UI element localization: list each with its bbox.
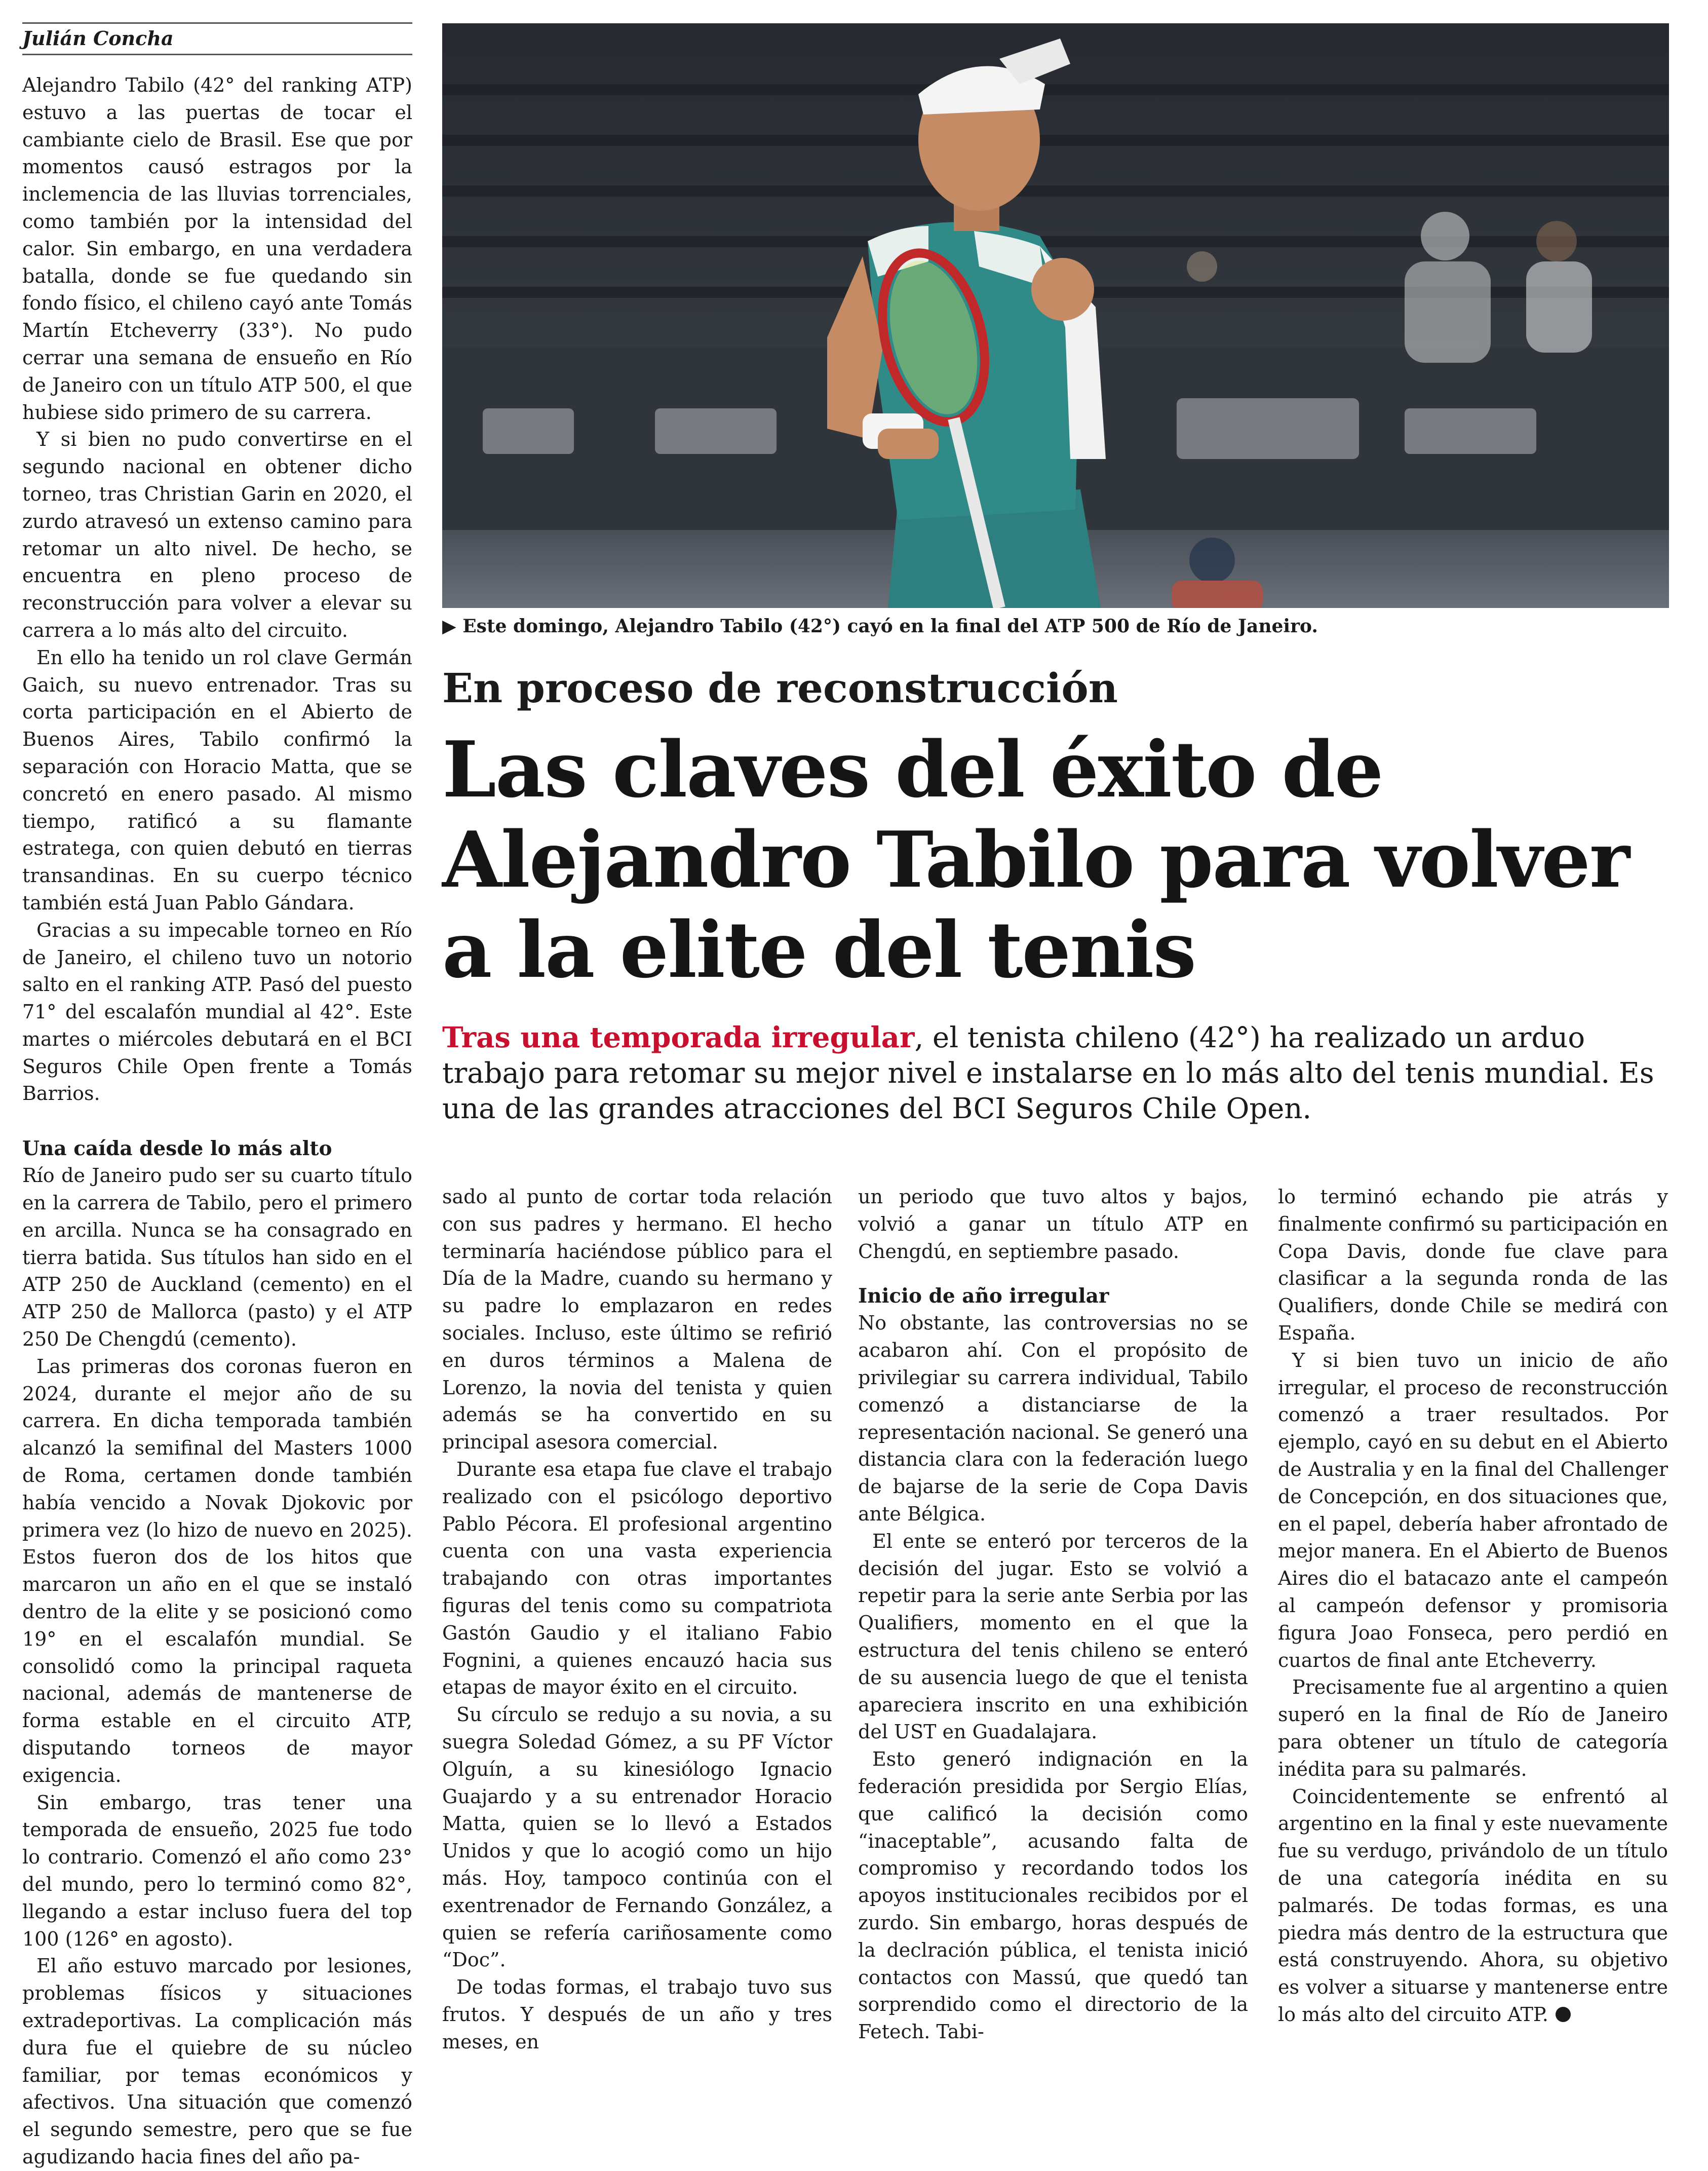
paragraph: Precisamente fue al argentino a quien superó en la final de Río de Janeiro para obtener un título de categoría inédita para su palmarés. — [1278, 1676, 1668, 1780]
paragraph: Alejandro Tabilo (42° del ranking ATP) estuvo a las puertas de tocar el cambiante cielo de Brasil. Ese que por momentos causó estragos por la inclemencia de las lluvias torrenciales, como también por la intensidad del calor. Sin embargo, en una verdadera batalla, donde se fue quedando sin fondo físico, el chileno cayó ante Tomás Martín Etcheverry (33°). No pudo cerrar una semana de ensueño en Río de Janeiro con un título ATP 500, el que hubiese sido primero de su carrera. — [22, 74, 412, 424]
paragraph: No obstante, las controversias no se acabaron ahí. Con el propósito de privilegiar su carrera individual, Tabilo comenzó a distanciarse de la representación nacional. Se generó una distancia clara con la federación luego de bajarse de la serie de Copa Davis ante Bélgica. — [858, 1312, 1248, 1525]
caption-arrow-icon: ▶ — [442, 616, 456, 637]
paragraph: De todas formas, el trabajo tuvo sus frutos. Y después de un año y tres meses, en — [442, 1976, 832, 2053]
paragraph: El ente se enteró por terceros de la decisión del jugar. Esto se volvió a repetir para la serie ante Serbia por las Qualifiers, momento en el que la estructura del tenis chileno se enteró de su ausencia luego de que el tenista apareciera inscrito en una exhibición del UST en Guadalajara. — [858, 1530, 1248, 1743]
photo-illustration — [442, 23, 1669, 608]
paragraph: Esto generó indignación en la federación presidida por Sergio Elías, que calificó la decisión como “inaceptable”, acusando falta de compromiso y recordando todos los apoyos institucionales recibidos por el zurdo. Sin embargo, horas después de la declración pública, el tenista inició contactos con Massú, que quedó tan sorprendido como el directorio de la Fetech. Tabi- — [858, 1748, 1248, 2043]
end-mark-icon — [1556, 2007, 1571, 2022]
article-column-2 — [442, 1184, 832, 2056]
section-subhead: Inicio de año irregular — [858, 1284, 1109, 1308]
photo-caption — [442, 613, 1669, 639]
paragraph: Y si bien no pudo convertirse en el segundo nacional en obtener dicho torneo, tras Christian Garin en 2020, el zurdo atravesó un extenso camino para retomar un alto nivel. De hecho, se encuentra en pleno proceso de reconstrucción para volver a elevar su carrera a lo más alto del circuito. — [22, 428, 412, 641]
paragraph: Y si bien tuvo un inicio de año irregular, el proceso de reconstrucción comenzó a traer resultados. Por ejemplo, cayó en su debut en el Abierto de Australia y en la final del Challenger de Concepción, en dos situaciones que, en el papel, debería haber afrontado de mejor manera. En el Abierto de Buenos Aires dio el batacazo ante el campeón al campeón defensor y promisoria figura Joao Fonseca, pero perdió en cuartos de final ante Etcheverry. — [1278, 1349, 1668, 1671]
headline: Las claves del éxito de Alejandro Tabilo para volver a la elite del tenis — [442, 724, 1629, 995]
paragraph: Durante esa etapa fue clave el trabajo realizado con el psicólogo deportivo Pablo Pécora. El profesional argentino cuenta con una vasta experiencia trabajando con otras importantes figuras del tenis como su compatriota Gastón Gaudio y el italiano Fabio Fognini, a quienes encauzó hacia sus etapas de mayor éxito en el circuito. — [442, 1458, 832, 1699]
deck — [442, 1020, 1678, 1127]
kicker: En proceso de reconstrucción — [442, 664, 1118, 712]
article-column-1 — [22, 72, 412, 2171]
tennis-player-photo — [442, 23, 1669, 608]
paragraph: lo terminó echando pie atrás y finalmente confirmó su participación en Copa Davis, donde fue clave para clasificar a la segunda ronda de las Qualifiers, donde Chile se medirá con España. — [1278, 1186, 1668, 1344]
article-column-3 — [858, 1184, 1248, 2046]
paragraph: En ello ha tenido un rol clave Germán Gaich, su nuevo entrenador. Tras su corta participación en el Abierto de Buenos Aires, Tabilo confirmó la separación con Horacio Matta, que se concretó en enero pasado. Al mismo tiempo, ratificó a su flamante estratega, con quien debutó en tierras transandinas. En su cuerpo técnico también está Juan Pablo Gándara. — [22, 646, 412, 914]
paragraph: Las primeras dos coronas fueron en 2024, durante el mejor año de su carrera. En dicha temporada también alcanzó la semifinal del Masters 1000 de Roma, certamen donde también había vencido a Novak Djokovic por primera vez (lo hizo de nuevo en 2025). Estos fueron dos de los hitos que marcaron un año en el que se instaló dentro de la elite y se posicionó como 19° en el escalafón mundial. Se consolidó como la principal raqueta nacional, además de mantenerse de forma estable en el circuito ATP, disputando torneos de mayor exigencia. — [22, 1355, 412, 1786]
paragraph: Gracias a su impecable torneo en Río de Janeiro, el chileno tuvo un notorio salto en el ranking ATP. Pasó del puesto 71° del escalafón mundial al 42°. Este martes o miércoles debutará en el BCI Seguros Chile Open frente a Tomás Barrios. — [22, 919, 412, 1105]
byline: Julián Concha — [22, 22, 412, 55]
paragraph: Su círculo se redujo a su novia, a su suegra Soledad Gómez, a su PF Víctor Olguín, a su kinesiólogo Ignacio Guajardo y a su entrenador Horacio Matta, quien se lo llevó a Estados Unidos y que lo acogió como un hijo más. Hoy, tampoco continúa con el exentrenador de Fernando González, a quien se refería cariñosamente como “Doc”. — [442, 1703, 832, 1971]
paragraph: El año estuvo marcado por lesiones, problemas físicos y situaciones extradeportivas. La complicación más dura fue el quiebre de su núcleo familiar, por temas económicos y afectivos. Una situación que comenzó el segundo semestre, pero que se fue agudizando hacia fines del año pa- — [22, 1955, 412, 2168]
article-column-4 — [1278, 1184, 1668, 2029]
paragraph: Río de Janeiro pudo ser su cuarto título en la carrera de Tabilo, pero el primero en arcilla. Nunca se ha consagrado en tierra batida. Sus títulos han sido en el ATP 250 de Auckland (cemento) en el ATP 250 de Mallorca (pasto) y el ATP 250 De Chengdú (cemento). — [22, 1164, 412, 1351]
paragraph: sado al punto de cortar toda relación con sus padres y hermano. El hecho terminaría haciéndose público para el Día de la Madre, cuando su hermano y su padre lo emplazaron en redes sociales. Incluso, este último se refirió en duros términos a Malena de Lorenzo, la novia del tenista y quien además se ha convertido en su principal asesora comercial. — [442, 1186, 832, 1454]
deck-lead: Tras una temporada irregular — [442, 1021, 915, 1054]
caption-text: Este domingo, Alejandro Tabilo (42°) cayó en la final del ATP 500 de Río de Janeiro. — [462, 616, 1318, 637]
section-subhead: Una caída desde lo más alto — [22, 1137, 332, 1161]
deck-text: , el tenista chileno (42°) ha realizado un arduo trabajo para retomar su mejor nivel e instalarse en lo más alto del tenis mundial. Es una de las grandes atracciones del BCI Seguros Chile Open. — [442, 1021, 1654, 1125]
paragraph: un periodo que tuvo altos y bajos, volvió a ganar un título ATP en Chengdú, en septiembre pasado. — [858, 1186, 1248, 1263]
paragraph: Sin embargo, tras tener una temporada de ensueño, 2025 fue todo lo contrario. Comenzó el año como 23° del mundo, pero lo terminó como 82°, llegando a estar incluso fuera del top 100 (126° en agosto). — [22, 1791, 412, 1950]
final-paragraph-text: Coincidentemente se enfrentó al argentino en la final y este nuevamente fue su verdugo, privándolo de un título de una categoría inédita en su palmarés. De todas formas, es una piedra más dentro de la estructura que está construyendo. Ahora, su objetivo es volver a situarse y mantenerse entre lo más alto del circuito ATP. — [1278, 1785, 1668, 2026]
paragraph — [1278, 1783, 1668, 2029]
